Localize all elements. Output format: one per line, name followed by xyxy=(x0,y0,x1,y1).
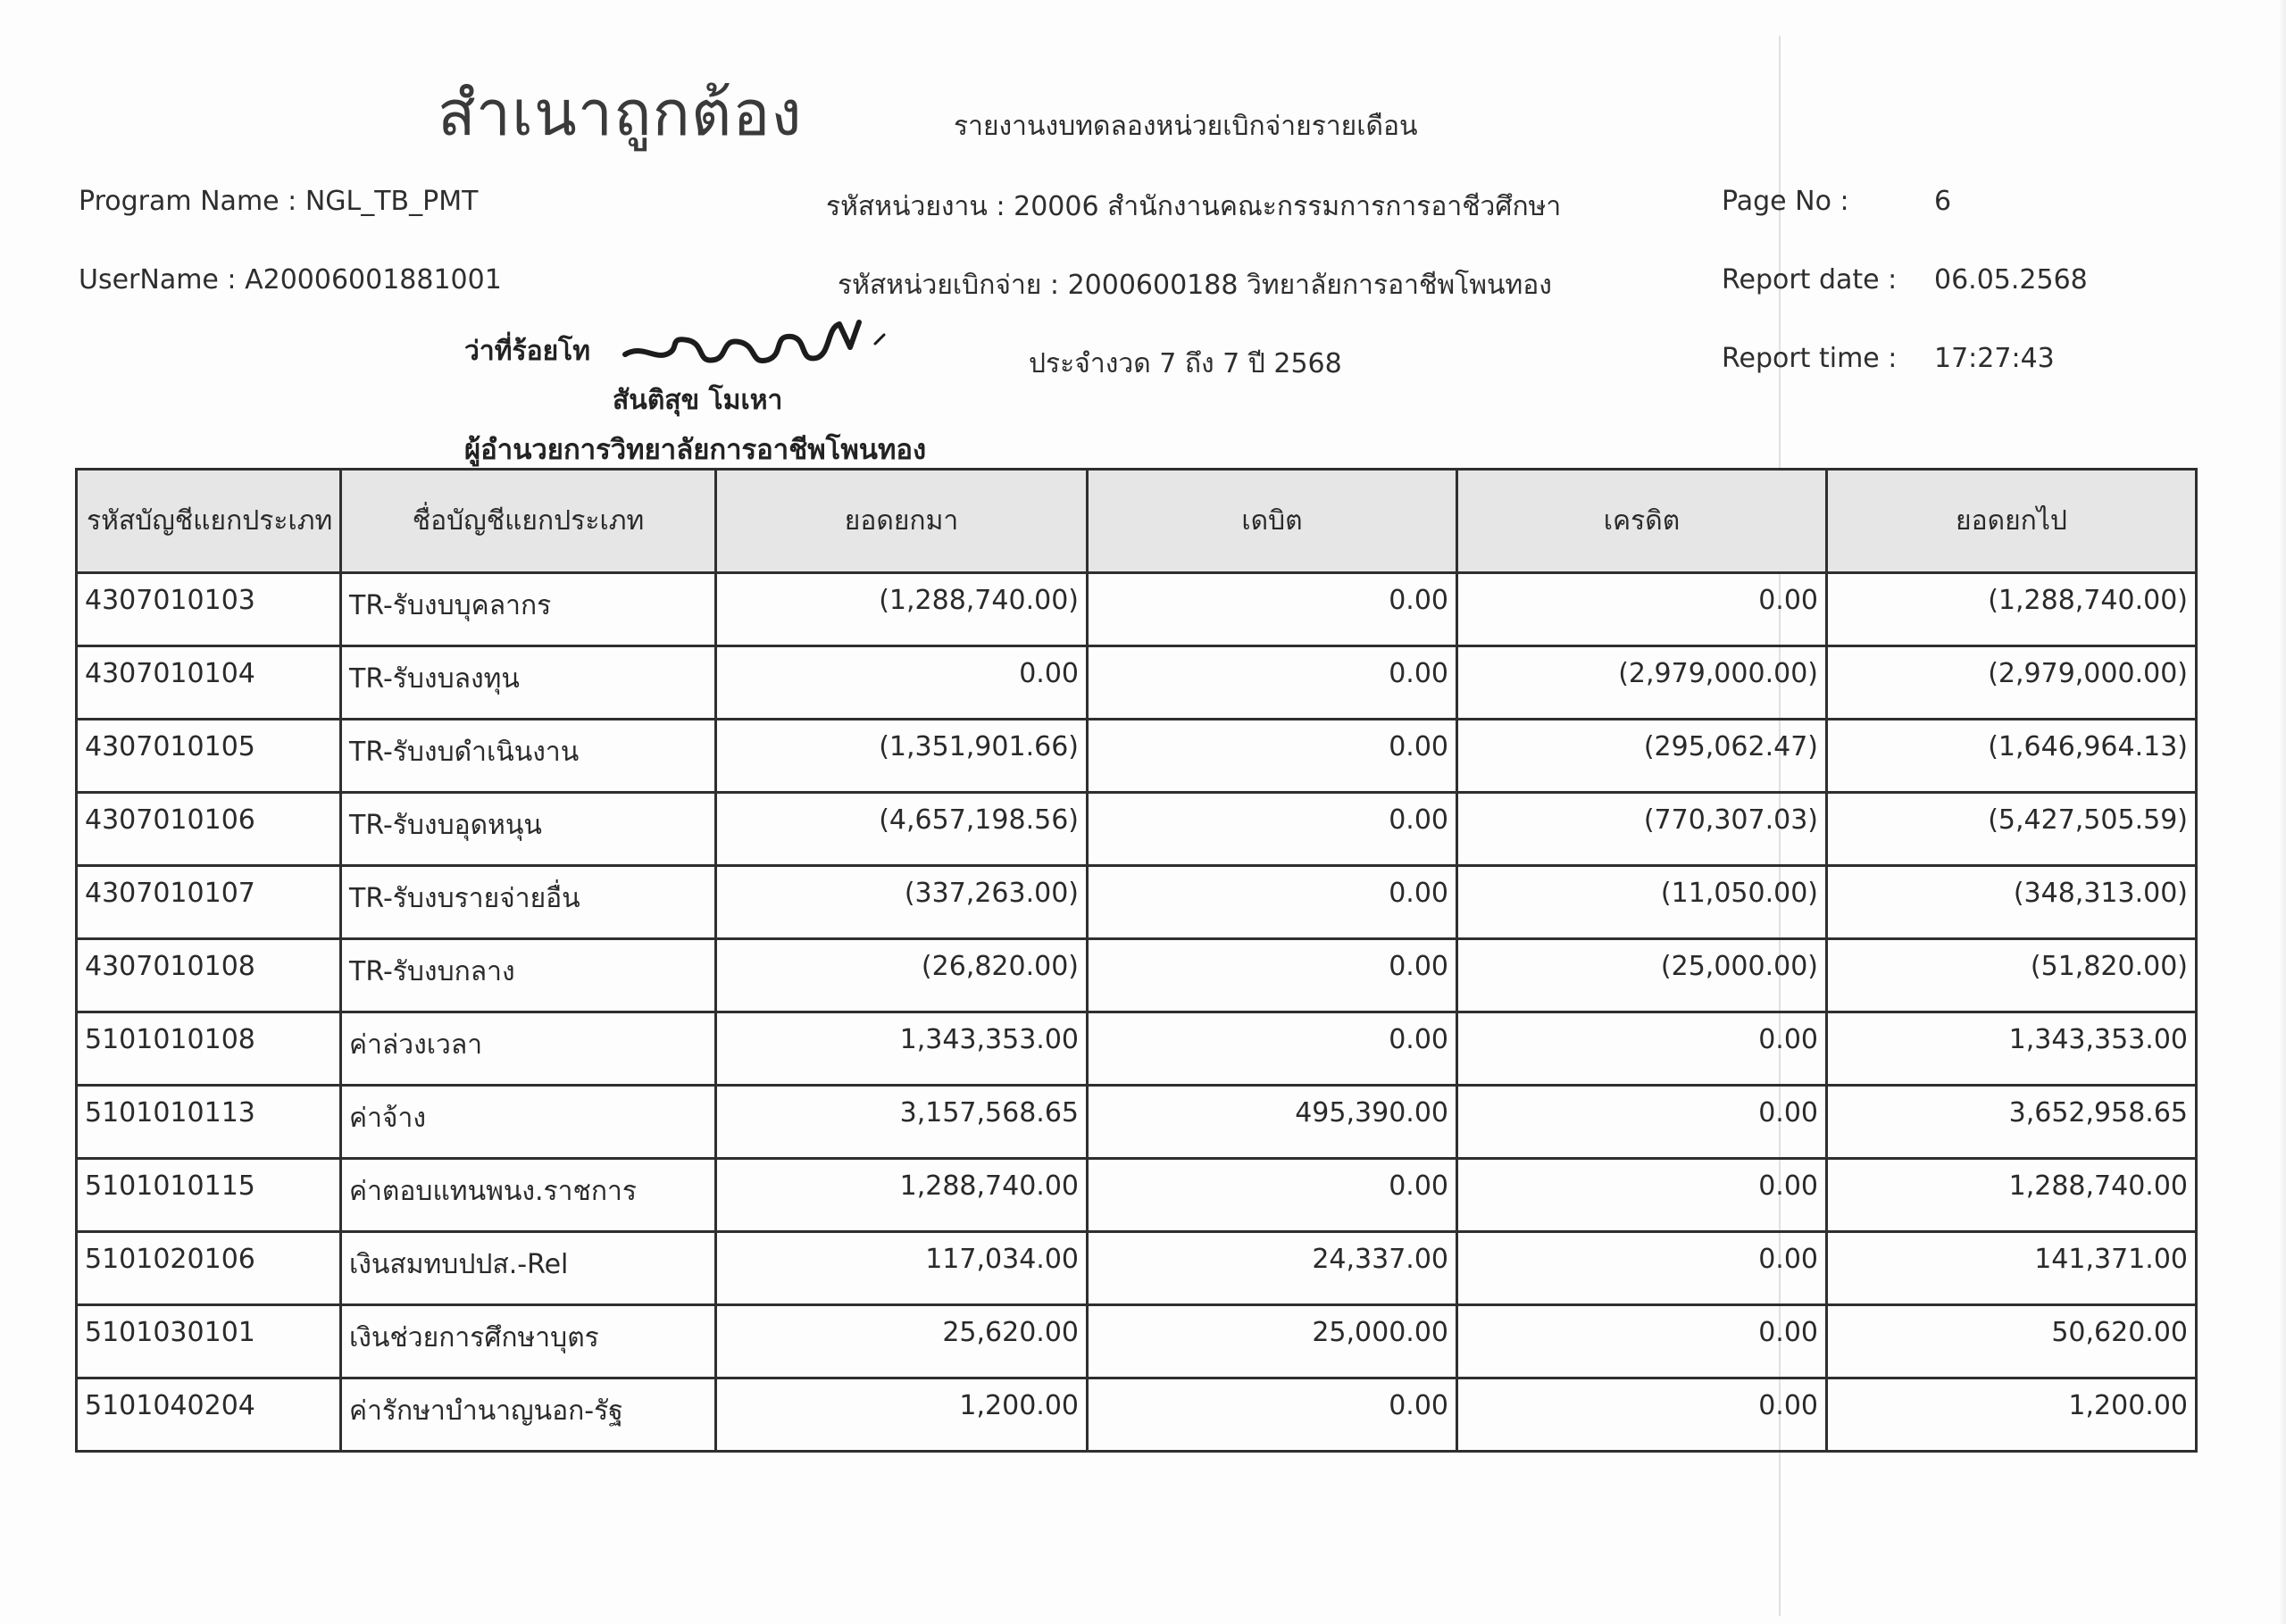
cell-debit: 25,000.00 xyxy=(1088,1305,1457,1378)
cell-closing-balance: 3,652,958.65 xyxy=(1827,1086,2197,1159)
cell-account-name: เงินช่วยการศึกษาบุตร xyxy=(341,1305,716,1378)
cell-credit: (25,000.00) xyxy=(1457,939,1827,1012)
cell-opening-balance: 1,288,740.00 xyxy=(716,1159,1088,1232)
cell-account-code: 5101040204 xyxy=(77,1378,341,1452)
unit-code-label: รหัสหน่วยงาน : xyxy=(826,191,1005,222)
cell-account-code: 4307010106 xyxy=(77,793,341,866)
cell-account-code: 4307010108 xyxy=(77,939,341,1012)
table-row xyxy=(77,646,2197,720)
cell-account-code: 5101010108 xyxy=(77,1012,341,1086)
cell-credit: 0.00 xyxy=(1457,573,1827,646)
cell-account-code: 4307010104 xyxy=(77,646,341,720)
cell-account-code: 4307010105 xyxy=(77,720,341,793)
table-header-row xyxy=(77,470,2197,573)
report-time-value: 17:27:43 xyxy=(1934,343,2055,374)
table-row xyxy=(77,1305,2197,1378)
cell-closing-balance: (51,820.00) xyxy=(1827,939,2197,1012)
table-row xyxy=(77,1159,2197,1232)
signatory-rank: ว่าที่ร้อยโท xyxy=(464,336,591,367)
cell-opening-balance: 0.00 xyxy=(716,646,1088,720)
cell-account-name: ค่าตอบแทนพนง.ราชการ xyxy=(341,1159,716,1232)
table-row xyxy=(77,1012,2197,1086)
cell-account-name: ค่าล่วงเวลา xyxy=(341,1012,716,1086)
cell-closing-balance: 1,343,353.00 xyxy=(1827,1012,2197,1086)
page-no-label: Page No : xyxy=(1722,186,1849,217)
cell-debit: 0.00 xyxy=(1088,1159,1457,1232)
cell-closing-balance: (1,288,740.00) xyxy=(1827,573,2197,646)
cell-opening-balance: 3,157,568.65 xyxy=(716,1086,1088,1159)
cell-credit: 0.00 xyxy=(1457,1232,1827,1305)
cell-closing-balance: 50,620.00 xyxy=(1827,1305,2197,1378)
cell-debit: 0.00 xyxy=(1088,793,1457,866)
cell-account-name: TR-รับงบอุดหนุน xyxy=(341,793,716,866)
cell-account-name: ค่ารักษาบำนาญนอก-รัฐ xyxy=(341,1378,716,1452)
report-period: ประจำงวด 7 ถึง 7 ปี 2568 xyxy=(1029,348,1342,379)
cell-credit: (770,307.03) xyxy=(1457,793,1827,866)
col-header-opening-balance: ยอดยกมา xyxy=(716,470,1088,573)
cell-credit: 0.00 xyxy=(1457,1305,1827,1378)
page-no-value: 6 xyxy=(1934,186,1952,217)
disbursement-unit-code xyxy=(838,264,1552,306)
cell-credit: 0.00 xyxy=(1457,1086,1827,1159)
cell-closing-balance: (2,979,000.00) xyxy=(1827,646,2197,720)
table-row xyxy=(77,573,2197,646)
certified-copy-stamp: สำเนาถูกต้อง xyxy=(438,77,803,150)
table-row xyxy=(77,1086,2197,1159)
cell-credit: (11,050.00) xyxy=(1457,866,1827,939)
program-name-value: NGL_TB_PMT xyxy=(305,186,479,217)
signatory-title: ผู้อำนวยการวิทยาลัยการอาชีพโพนทอง xyxy=(464,434,927,466)
cell-account-name: TR-รับงบกลาง xyxy=(341,939,716,1012)
cell-debit: 0.00 xyxy=(1088,720,1457,793)
signatory-name: สันติสุข โมเหา xyxy=(613,385,783,416)
cell-debit: 0.00 xyxy=(1088,1378,1457,1452)
report-title: รายงานงบทดลองหน่วยเบิกจ่ายรายเดือน xyxy=(954,111,1418,142)
unit-code-value: 20006 สำนักงานคณะกรรมการการอาชีวศึกษา xyxy=(1014,191,1562,222)
cell-account-code: 5101010113 xyxy=(77,1086,341,1159)
disbursement-unit-label: รหัสหน่วยเบิกจ่าย : xyxy=(838,270,1060,301)
cell-account-name: TR-รับงบลงทุน xyxy=(341,646,716,720)
cell-account-name: TR-รับงบดำเนินงาน xyxy=(341,720,716,793)
col-header-debit: เดบิต xyxy=(1088,470,1457,573)
cell-credit: 0.00 xyxy=(1457,1012,1827,1086)
cell-closing-balance: (5,427,505.59) xyxy=(1827,793,2197,866)
trial-balance-table xyxy=(75,468,2198,1453)
col-header-closing-balance: ยอดยกไป xyxy=(1827,470,2197,573)
cell-account-code: 5101030101 xyxy=(77,1305,341,1378)
cell-debit: 24,337.00 xyxy=(1088,1232,1457,1305)
cell-closing-balance: (1,646,964.13) xyxy=(1827,720,2197,793)
cell-opening-balance: 117,034.00 xyxy=(716,1232,1088,1305)
cell-account-name: เงินสมทบปปส.-Rel xyxy=(341,1232,716,1305)
cell-account-name: TR-รับงบรายจ่ายอื่น xyxy=(341,866,716,939)
username-value: A20006001881001 xyxy=(245,264,502,296)
report-date-value: 06.05.2568 xyxy=(1934,264,2088,296)
col-header-account-name: ชื่อบัญชีแยกประเภท xyxy=(341,470,716,573)
cell-debit: 0.00 xyxy=(1088,866,1457,939)
cell-opening-balance: (4,657,198.56) xyxy=(716,793,1088,866)
cell-credit: 0.00 xyxy=(1457,1159,1827,1232)
cell-opening-balance: 1,343,353.00 xyxy=(716,1012,1088,1086)
cell-debit: 495,390.00 xyxy=(1088,1086,1457,1159)
cell-opening-balance: 25,620.00 xyxy=(716,1305,1088,1378)
cell-opening-balance: (26,820.00) xyxy=(716,939,1088,1012)
cell-closing-balance: 1,288,740.00 xyxy=(1827,1159,2197,1232)
cell-opening-balance: 1,200.00 xyxy=(716,1378,1088,1452)
scan-edge-shadow xyxy=(2279,0,2286,1624)
cell-account-code: 4307010103 xyxy=(77,573,341,646)
username-label: UserName : xyxy=(79,264,237,296)
program-name-label: Program Name : xyxy=(79,186,297,217)
cell-debit: 0.00 xyxy=(1088,1012,1457,1086)
disbursement-unit-value: 2000600188 วิทยาลัยการอาชีพโพนทอง xyxy=(1067,270,1552,301)
cell-account-name: TR-รับงบบุคลากร xyxy=(341,573,716,646)
cell-account-name: ค่าจ้าง xyxy=(341,1086,716,1159)
table-row xyxy=(77,720,2197,793)
table-row xyxy=(77,866,2197,939)
cell-opening-balance: (1,288,740.00) xyxy=(716,573,1088,646)
table-row xyxy=(77,1378,2197,1452)
cell-credit: 0.00 xyxy=(1457,1378,1827,1452)
table-row xyxy=(77,939,2197,1012)
table-row xyxy=(77,1232,2197,1305)
handwritten-signature xyxy=(616,308,893,379)
cell-closing-balance: (348,313.00) xyxy=(1827,866,2197,939)
cell-closing-balance: 1,200.00 xyxy=(1827,1378,2197,1452)
username xyxy=(79,264,502,296)
cell-debit: 0.00 xyxy=(1088,573,1457,646)
unit-code xyxy=(826,186,1561,228)
cell-account-code: 4307010107 xyxy=(77,866,341,939)
cell-closing-balance: 141,371.00 xyxy=(1827,1232,2197,1305)
col-header-credit: เครดิต xyxy=(1457,470,1827,573)
program-name xyxy=(79,186,478,217)
cell-account-code: 5101010115 xyxy=(77,1159,341,1232)
report-time-label: Report time : xyxy=(1722,343,1898,374)
col-header-account-code: รหัสบัญชีแยกประเภท xyxy=(77,470,341,573)
cell-debit: 0.00 xyxy=(1088,646,1457,720)
cell-debit: 0.00 xyxy=(1088,939,1457,1012)
table-row xyxy=(77,793,2197,866)
cell-credit: (295,062.47) xyxy=(1457,720,1827,793)
report-date-label: Report date : xyxy=(1722,264,1898,296)
cell-opening-balance: (1,351,901.66) xyxy=(716,720,1088,793)
cell-credit: (2,979,000.00) xyxy=(1457,646,1827,720)
cell-account-code: 5101020106 xyxy=(77,1232,341,1305)
cell-opening-balance: (337,263.00) xyxy=(716,866,1088,939)
